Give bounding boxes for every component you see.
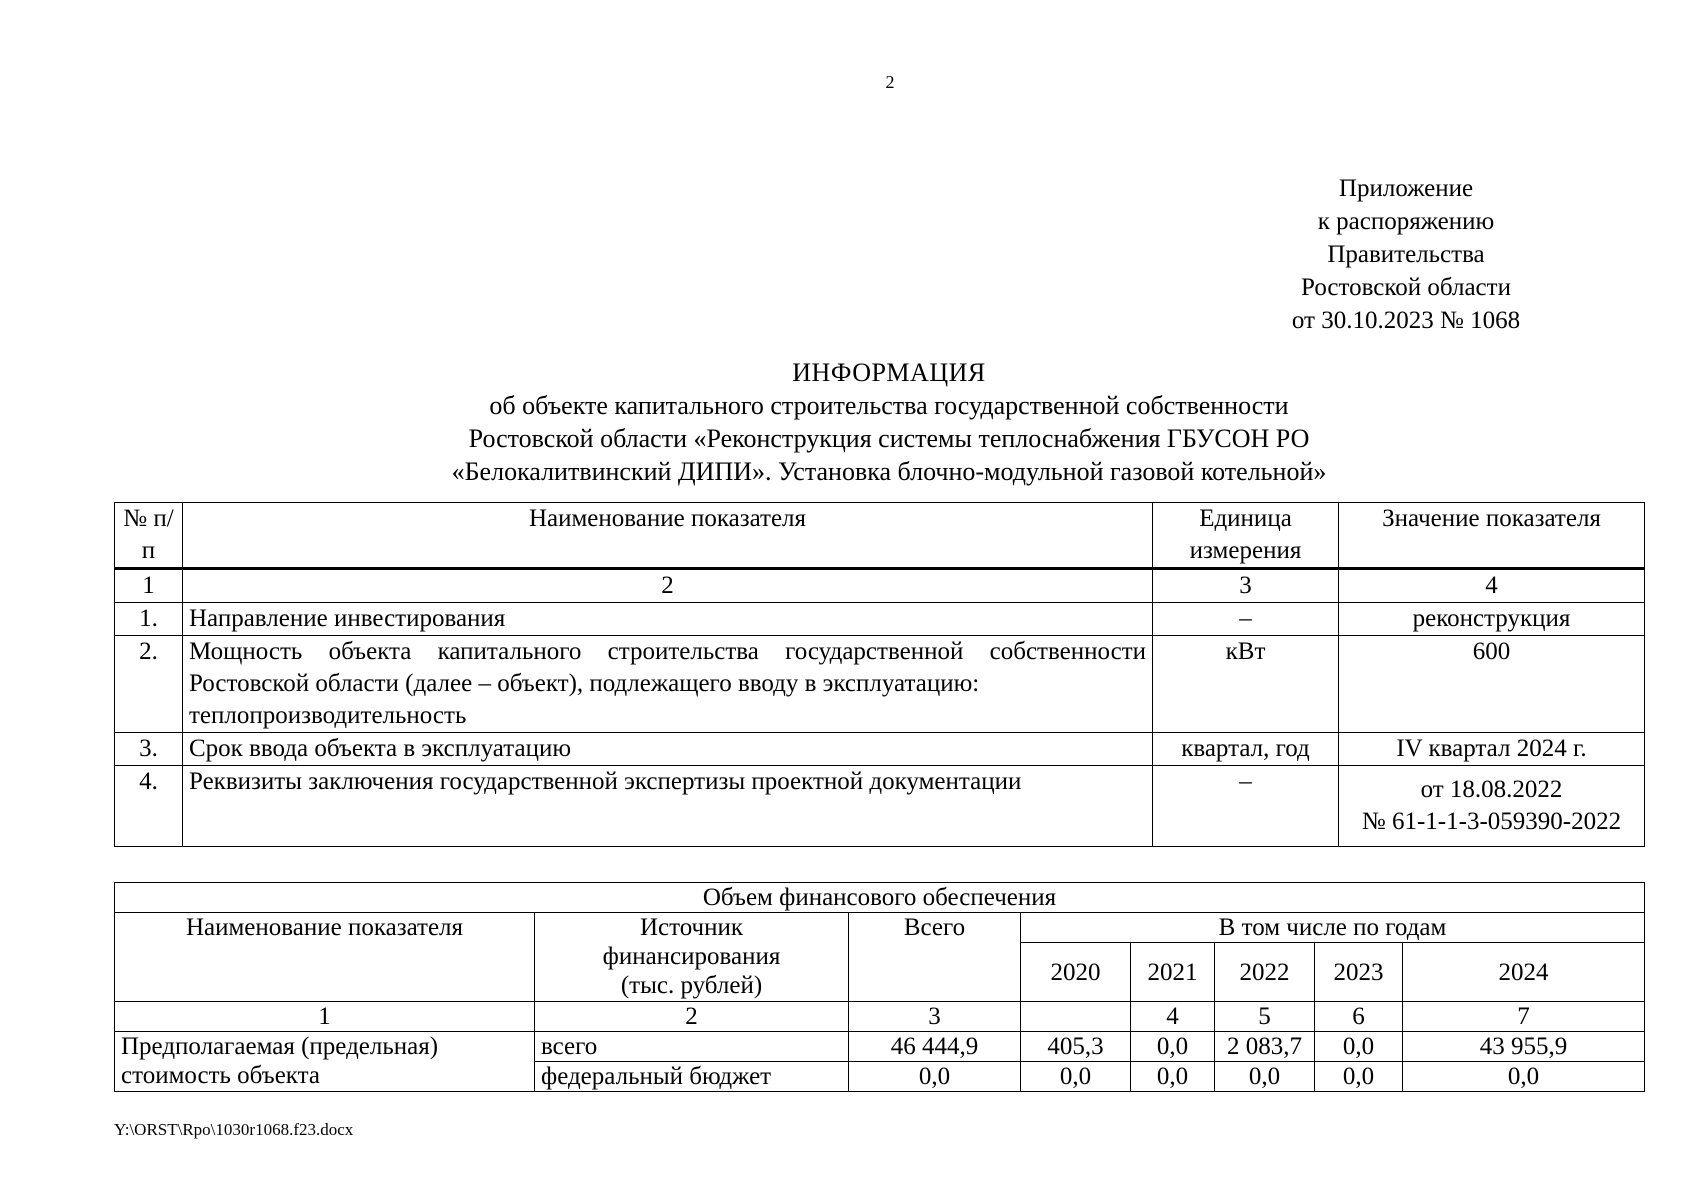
row-unit: квартал, год bbox=[1153, 733, 1339, 766]
row-year-value: 0,0 bbox=[1131, 1062, 1215, 1092]
row-name: Реквизиты заключения государственной экспертизы проектной документации bbox=[183, 766, 1153, 847]
column-number: 3 bbox=[849, 1002, 1021, 1032]
row-total: 46 444,9 bbox=[849, 1032, 1021, 1062]
row-name: Мощность объекта капитального строительства государственной собственности Ростовской области (далее – объект), подлежащего вводу в эксплуатацию: bbox=[189, 638, 1146, 697]
title-line: Ростовской области «Реконструкция системы теплоснабжения ГБУСОН РО bbox=[468, 424, 1310, 453]
row-year-value: 0,0 bbox=[1315, 1032, 1403, 1062]
row-total: 0,0 bbox=[849, 1062, 1021, 1092]
row-unit: кВт bbox=[1153, 636, 1339, 733]
column-number-row bbox=[115, 569, 1645, 603]
row-number: 2. bbox=[115, 636, 183, 733]
title-line: об объекте капитального строительства государственной собственности bbox=[489, 391, 1289, 420]
row-value: IV квартал 2024 г. bbox=[1339, 733, 1645, 766]
row-year-value: 0,0 bbox=[1315, 1062, 1403, 1092]
table-row bbox=[115, 603, 1645, 636]
row-name-cell bbox=[183, 636, 1153, 733]
column-number: 6 bbox=[1315, 1002, 1403, 1032]
table-row bbox=[115, 733, 1645, 766]
header-number: № п/п bbox=[115, 503, 183, 569]
appendix-line: к распоряжению bbox=[1317, 208, 1495, 235]
table-row bbox=[115, 636, 1645, 733]
row-unit: – bbox=[1153, 766, 1339, 847]
row-number: 4. bbox=[115, 766, 183, 847]
indicators-table bbox=[114, 502, 1645, 847]
column-number: 4 bbox=[1131, 1002, 1215, 1032]
page-number: 2 bbox=[885, 72, 895, 92]
row-year-value: 0,0 bbox=[1215, 1062, 1315, 1092]
table-row bbox=[115, 1032, 1645, 1062]
column-number: 5 bbox=[1215, 1002, 1315, 1032]
row-year-value: 43 955,9 bbox=[1403, 1032, 1645, 1062]
header-name: Наименование показателя bbox=[183, 503, 1153, 569]
financing-table bbox=[114, 882, 1645, 1092]
row-year-value: 0,0 bbox=[1131, 1032, 1215, 1062]
row-value-cell bbox=[1339, 766, 1645, 847]
column-number: 4 bbox=[1339, 569, 1645, 603]
column-number: 2 bbox=[183, 569, 1153, 603]
header-unit: Единица измерения bbox=[1153, 503, 1339, 569]
document-title bbox=[0, 356, 1698, 488]
row-year-value: 405,3 bbox=[1021, 1032, 1131, 1062]
row-year-value: 2 083,7 bbox=[1215, 1032, 1315, 1062]
header-total: Всего bbox=[849, 913, 1021, 1002]
appendix-line: Приложение bbox=[1338, 175, 1474, 202]
row-number: 3. bbox=[115, 733, 183, 766]
file-path-footer: Y:\ORST\Rpo\1030r1068.f23.docx bbox=[114, 1120, 354, 1139]
financing-title: Объем финансового обеспечения bbox=[115, 883, 1645, 913]
header-name: Наименование показателя bbox=[115, 913, 535, 1002]
appendix-line: от 30.10.2023 № 1068 bbox=[1291, 307, 1521, 334]
row-name: Срок ввода объекта в эксплуатацию bbox=[183, 733, 1153, 766]
header-year: 2022 bbox=[1215, 943, 1315, 1002]
header-source: Источник финансирования (тыс. рублей) bbox=[535, 913, 849, 1002]
item-name: Предполагаемая (предельная) стоимость объекта bbox=[115, 1032, 535, 1092]
row-source: всего bbox=[535, 1032, 849, 1062]
title-line: «Белокалитвинский ДИПИ». Установка блочно-модульной газовой котельной» bbox=[451, 457, 1327, 486]
column-number: 1 bbox=[115, 1002, 535, 1032]
financing-header-row bbox=[115, 913, 1645, 943]
header-year: 2023 bbox=[1315, 943, 1403, 1002]
financing-title-row bbox=[115, 883, 1645, 913]
header-by-years: В том числе по годам bbox=[1021, 913, 1645, 943]
row-value: от 18.08.2022 bbox=[1420, 776, 1563, 803]
row-unit: – bbox=[1153, 603, 1339, 636]
header-year: 2021 bbox=[1131, 943, 1215, 1002]
column-number: 7 bbox=[1403, 1002, 1645, 1032]
appendix-line: Ростовской области bbox=[1301, 274, 1511, 301]
column-number-row bbox=[115, 1002, 1645, 1032]
row-name: Направление инвестирования bbox=[183, 603, 1153, 636]
row-value-detail: № 61-1-1-3-059390-2022 bbox=[1361, 808, 1622, 835]
row-number: 1. bbox=[115, 603, 183, 636]
title-main: ИНФОРМАЦИЯ bbox=[792, 358, 986, 387]
header-year: 2024 bbox=[1403, 943, 1645, 1002]
table-header-row bbox=[115, 503, 1645, 569]
header-year: 2020 bbox=[1021, 943, 1131, 1002]
row-value: 600 bbox=[1339, 636, 1645, 733]
column-number: 1 bbox=[115, 569, 183, 603]
row-value: реконструкция bbox=[1339, 603, 1645, 636]
column-number: 2 bbox=[535, 1002, 849, 1032]
column-number bbox=[1021, 1002, 1131, 1032]
table-row bbox=[115, 766, 1645, 847]
row-source: федеральный бюджет bbox=[535, 1062, 849, 1092]
row-year-value: 0,0 bbox=[1403, 1062, 1645, 1092]
appendix-block bbox=[1246, 172, 1566, 337]
column-number: 3 bbox=[1153, 569, 1339, 603]
row-year-value: 0,0 bbox=[1021, 1062, 1131, 1092]
header-value: Значение показателя bbox=[1339, 503, 1645, 569]
appendix-line: Правительства bbox=[1327, 241, 1485, 268]
row-name-detail: теплопроизводительность bbox=[189, 702, 467, 729]
